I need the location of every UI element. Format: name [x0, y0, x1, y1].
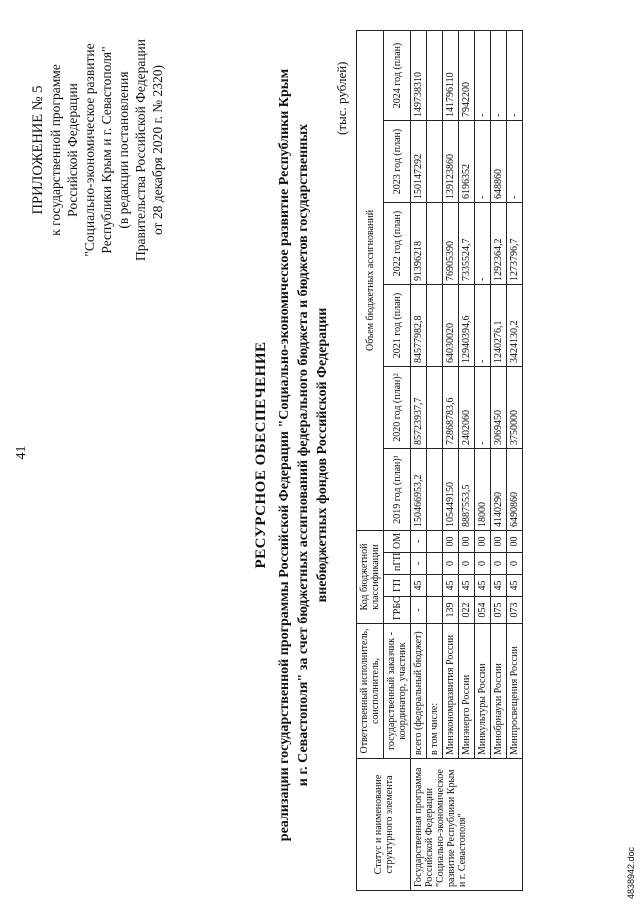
- header-executor-group: Ответственный исполнитель, соисполнитель,: [357, 624, 384, 759]
- value-cell: -: [507, 120, 523, 202]
- gp-cell: 45: [443, 575, 459, 597]
- value-cell: -: [475, 366, 491, 448]
- header-year-2023: 2023 год (план): [384, 120, 411, 202]
- value-cell: 91396218: [411, 202, 427, 284]
- appendix-line: Правительства Российской Федерации: [133, 39, 148, 261]
- value-cell: 6490860: [507, 448, 523, 530]
- value-cell: 76905390: [443, 202, 459, 284]
- value-cell: -: [475, 120, 491, 202]
- value-cell: -: [475, 284, 491, 366]
- appendix-line: ПРИЛОЖЕНИЕ № 5: [30, 85, 46, 215]
- appendix-line: Республики Крым и г. Севастополя": [99, 46, 114, 254]
- grbs-cell: 075: [491, 597, 507, 624]
- grbs-cell: [427, 597, 443, 624]
- value-cell: 150466953,2: [411, 448, 427, 530]
- value-cell: 648860: [491, 120, 507, 202]
- header-code-group: Код бюджетной классификации: [357, 530, 384, 623]
- header-year-2024: 2024 год (план): [384, 30, 411, 120]
- pgp-cell: 0: [459, 553, 475, 575]
- executor-cell: Минкультуры России: [475, 624, 491, 759]
- pgp-cell: 0: [475, 553, 491, 575]
- value-cell: 2402060: [459, 366, 475, 448]
- title-main: РЕСУРСНОЕ ОБЕСПЕЧЕНИЕ: [253, 341, 269, 569]
- header-pgp: пГП: [384, 553, 411, 575]
- executor-cell: Минпросвещения России: [507, 624, 523, 759]
- grbs-cell: 054: [475, 597, 491, 624]
- appendix-line: Российской Федерации: [65, 83, 80, 217]
- value-cell: -: [475, 202, 491, 284]
- value-cell: 1273796,7: [507, 202, 523, 284]
- grbs-cell: 073: [507, 597, 523, 624]
- value-cell: 7942200: [459, 30, 475, 120]
- value-cell: 3424130,2: [507, 284, 523, 366]
- value-cell: 64030020: [443, 284, 459, 366]
- appendix-line: "Социально-экономическое развитие: [82, 43, 97, 257]
- value-cell: -: [491, 30, 507, 120]
- value-cell: 4140290: [491, 448, 507, 530]
- pgp-cell: -: [411, 553, 427, 575]
- value-cell: 6196352: [459, 120, 475, 202]
- appendix-header: [30, 5, 166, 295]
- value-cell: 1240276,1: [491, 284, 507, 366]
- table-row: [411, 30, 427, 890]
- executor-cell: Минэкономразвития России: [443, 624, 459, 759]
- header-year-2022: 2022 год (план): [384, 202, 411, 284]
- value-cell: 12940394,6: [459, 284, 475, 366]
- page-number: 41: [14, 445, 29, 460]
- footer-doc-id: 4838942.doc: [626, 846, 636, 899]
- executor-cell: всего (федеральный бюджет): [411, 624, 427, 759]
- om-cell: [427, 530, 443, 552]
- value-cell: [427, 202, 443, 284]
- document-title: [252, 35, 332, 875]
- value-cell: 141796110: [443, 30, 459, 120]
- value-cell: 84577982,8: [411, 284, 427, 366]
- value-cell: 72868783,6: [443, 366, 459, 448]
- header-year-2021: 2021 год (план): [384, 284, 411, 366]
- om-cell: 00: [443, 530, 459, 552]
- om-cell: -: [411, 530, 427, 552]
- resource-table: [356, 30, 523, 891]
- om-cell: 00: [475, 530, 491, 552]
- value-cell: 8887553,5: [459, 448, 475, 530]
- value-cell: 105449150: [443, 448, 459, 530]
- appendix-line: от 28 декабря 2020 г. № 2320): [150, 64, 165, 236]
- gp-cell: 45: [507, 575, 523, 597]
- pgp-cell: 0: [491, 553, 507, 575]
- header-om: ОМ: [384, 530, 411, 552]
- header-grbs: ГРБС: [384, 597, 411, 624]
- header-status: Статус и наименование структурного элемента: [357, 759, 411, 891]
- executor-cell: Минэнерго России: [459, 624, 475, 759]
- executor-cell: в том числе:: [427, 624, 443, 759]
- header-year-2019: 2019 год (план)¹: [384, 448, 411, 530]
- executor-cell: Минобрнауки России: [491, 624, 507, 759]
- value-cell: 3069450: [491, 366, 507, 448]
- om-cell: 00: [491, 530, 507, 552]
- gp-cell: 45: [491, 575, 507, 597]
- value-cell: 139123860: [443, 120, 459, 202]
- title-line: реализации государственной программы Российской Федерации "Социально-экономическое развитие Республики Крым: [277, 68, 292, 842]
- value-cell: 3750000: [507, 366, 523, 448]
- gp-cell: 45: [475, 575, 491, 597]
- value-cell: 85723937,7: [411, 366, 427, 448]
- grbs-cell: 022: [459, 597, 475, 624]
- value-cell: 1292364,2: [491, 202, 507, 284]
- value-cell: -: [475, 30, 491, 120]
- gp-cell: 45: [459, 575, 475, 597]
- value-cell: -: [507, 30, 523, 120]
- header-executor: государственный заказчик - координатор, участник: [384, 624, 411, 759]
- value-cell: 150147292: [411, 120, 427, 202]
- value-cell: [427, 120, 443, 202]
- header-gp: ГП: [384, 575, 411, 597]
- pgp-cell: 0: [443, 553, 459, 575]
- value-cell: [427, 366, 443, 448]
- appendix-line: (в редакции постановления: [116, 71, 131, 229]
- program-name-cell: Государственная программа Российской Федерации "Социально-экономическое развитие Республики Крым и г. Севастополя": [411, 759, 523, 891]
- table-body: [411, 30, 523, 890]
- value-cell: [427, 30, 443, 120]
- grbs-cell: 139: [443, 597, 459, 624]
- value-cell: 7335524,7: [459, 202, 475, 284]
- gp-cell: 45: [411, 575, 427, 597]
- title-line: внебюджетных фондов Российской Федерации: [315, 307, 330, 603]
- pgp-cell: [427, 553, 443, 575]
- om-cell: 00: [507, 530, 523, 552]
- value-cell: [427, 448, 443, 530]
- value-cell: 149738310: [411, 30, 427, 120]
- value-cell: 18000: [475, 448, 491, 530]
- grbs-cell: -: [411, 597, 427, 624]
- title-line: и г. Севастополя" за счет бюджетных ассигнований федерального бюджета и бюджетов государственных: [296, 123, 311, 787]
- header-volume-group: Объем бюджетных ассигнований: [357, 30, 384, 530]
- header-year-2020: 2020 год (план)²: [384, 366, 411, 448]
- unit-label: (тыс. рублей): [334, 61, 349, 135]
- appendix-line: к государственной программе: [48, 64, 63, 236]
- value-cell: [427, 284, 443, 366]
- gp-cell: [427, 575, 443, 597]
- om-cell: 00: [459, 530, 475, 552]
- pgp-cell: 0: [507, 553, 523, 575]
